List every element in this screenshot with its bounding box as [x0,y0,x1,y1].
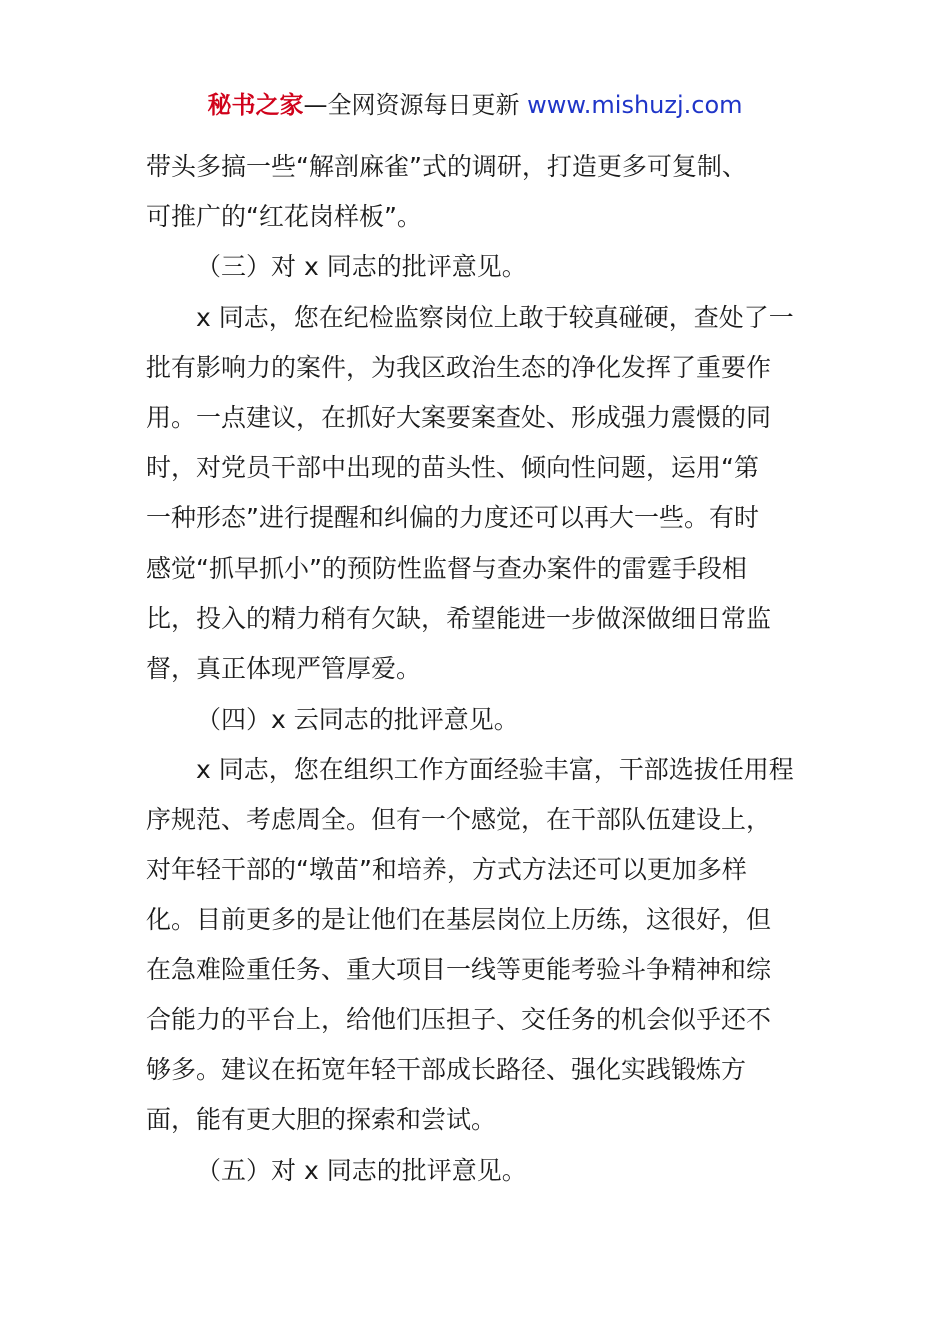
body-line: 比，投入的精力稍有欠缺，希望能进一步做深做细日常监 [146,604,772,633]
site-brand: 秘书之家 [207,91,304,119]
body-line: 够多。建议在拓宽年轻干部成长路径、强化实践锻炼方 [146,1055,747,1084]
section-heading: （四）x 云同志的批评意见。 [196,705,519,734]
body-line: 面，能有更大胆的探索和尝试。 [146,1105,497,1134]
site-tagline: —全网资源每日更新 [303,91,520,119]
body-line: 带头多搞一些“解剖麻雀”式的调研，打造更多可复制、 [146,152,747,181]
section-heading: （三）对 x 同志的批评意见。 [196,252,527,281]
body-line: 督，真正体现严管厚爱。 [146,654,422,683]
body-line: 对年轻干部的“墩苗”和培养，方式方法还可以更加多样 [146,855,747,884]
body-line: 可推广的“红花岗样板”。 [146,202,422,231]
site-url-link[interactable]: www.mishuzj.com [527,91,743,119]
body-line: 一种形态”进行提醒和纠偏的力度还可以再大一些。有时 [146,503,759,532]
body-line: 序规范、考虑周全。但有一个感觉，在干部队伍建设上， [146,805,772,834]
body-line: 化。目前更多的是让他们在基层岗位上历练，这很好，但 [146,905,772,934]
body-line: 批有影响力的案件，为我区政治生态的净化发挥了重要作 [146,353,772,382]
body-line: 时，对党员干部中出现的苗头性、倾向性问题，运用“第 [146,453,759,482]
body-line: 用。一点建议，在抓好大案要案查处、形成强力震慑的同 [146,403,772,432]
body-line: 在急难险重任务、重大项目一线等更能考验斗争精神和综 [146,955,772,984]
body-line: 感觉“抓早抓小”的预防性监督与查办案件的雷霆手段相 [146,554,747,583]
body-line: 合能力的平台上，给他们压担子、交任务的机会似乎还不 [146,1005,772,1034]
body-line: x 同志，您在纪检监察岗位上敢于较真碰硬，查处了一 [196,303,794,332]
site-header [0,88,950,122]
body-line: x 同志，您在组织工作方面经验丰富，干部选拔任用程 [196,755,794,784]
section-heading: （五）对 x 同志的批评意见。 [196,1156,527,1185]
